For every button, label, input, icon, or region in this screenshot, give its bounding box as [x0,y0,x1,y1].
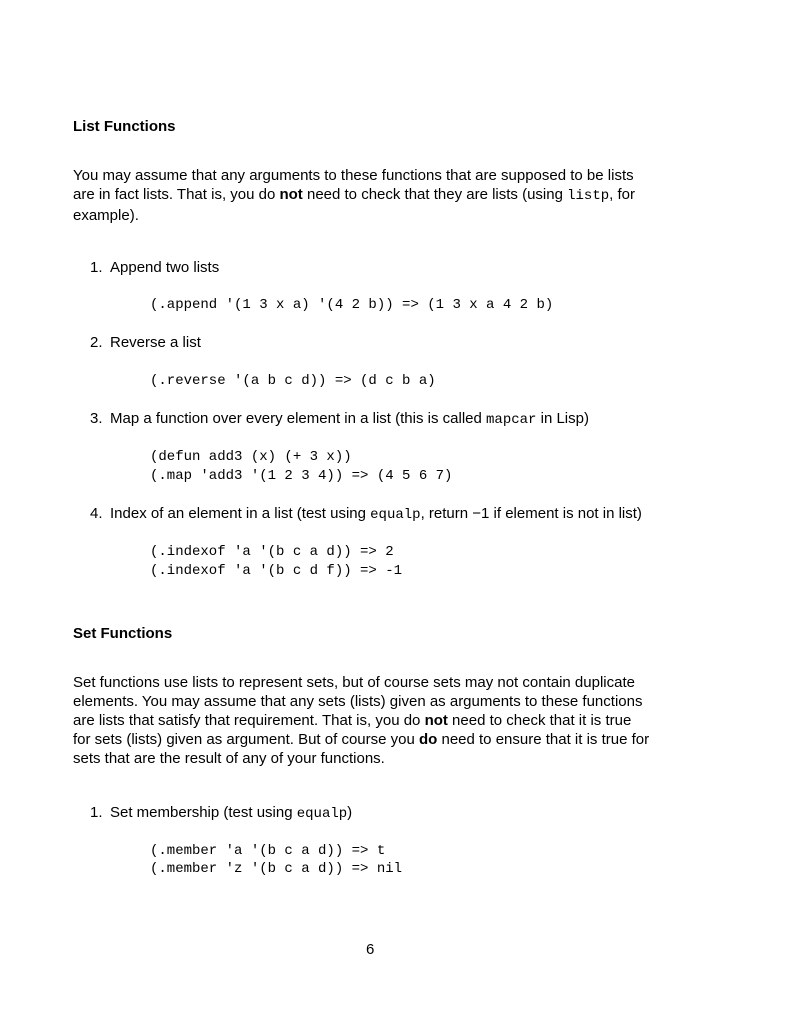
item-title: Set membership (test using [110,804,297,821]
list-item-indexof [90,504,642,525]
item-title: , return [420,505,473,522]
page-number: 6 [366,941,375,958]
emphasis-not: not [424,712,448,729]
list-intro-text: , for [609,186,635,203]
inline-code-equalp: equalp [296,806,348,822]
item-number: 1. [90,259,103,276]
set-item-member [90,803,352,824]
set-intro-line-3 [73,711,673,730]
list-intro-paragraph [73,166,673,225]
list-item-append [90,258,219,277]
item-title: in Lisp) [536,410,589,427]
set-intro-line-4 [73,730,673,749]
item-title: ) [347,804,353,821]
set-intro-text: for sets (lists) given as argument. But of course you [73,731,419,748]
item-title: Map a function over every element in a list (this is called [110,410,487,427]
list-functions-heading: List Functions [73,118,176,135]
set-intro-line-1: Set functions use lists to represent sets, but of course sets may not contain duplicate [73,674,635,691]
item-number: 2. [90,334,103,351]
list-intro-text: need to check that they are lists (using [302,186,568,203]
set-intro-paragraph [73,673,673,768]
inline-code-listp: listp [567,188,610,204]
set-intro-line-5: sets that are the result of any of your functions. [73,750,385,767]
code-indexof-line-2: (.indexof 'a '(b c d f)) => -1 [150,563,403,579]
set-intro-text: need to check that it is true [447,712,632,729]
code-map-line-1: (defun add3 (x) (+ 3 x)) [150,449,352,465]
item-number: 4. [90,505,103,522]
set-intro-line-2: elements. You may assume that any sets (lists) given as arguments to these functions [73,693,643,710]
item-number: 1. [90,804,103,821]
inline-code-equalp: equalp [370,507,421,523]
item-title: if element is not in list) [489,505,642,522]
code-member-line-1: (.member 'a '(b c a d)) => t [150,843,386,859]
item-title: Reverse a list [110,334,201,351]
code-reverse: (.reverse '(a b c d)) => (d c b a) [150,373,436,389]
set-intro-text: need to ensure that it is true for [437,731,650,748]
item-title: Index of an element in a list (test using [110,505,371,522]
code-append: (.append '(1 3 x a) '(4 2 b)) => (1 3 x a 4 2 b) [150,297,554,313]
set-functions-heading: Set Functions [73,625,173,642]
list-item-map [90,409,589,430]
list-intro-line-3: example). [73,207,139,224]
list-intro-line-2 [73,185,673,206]
code-member-line-2: (.member 'z '(b c a d)) => nil [150,861,403,877]
item-number: 3. [90,410,103,427]
list-intro-line-1: You may assume that any arguments to these functions that are supposed to be lists [73,167,634,184]
code-map-line-2: (.map 'add3 '(1 2 3 4)) => (4 5 6 7) [150,468,453,484]
code-indexof-line-1: (.indexof 'a '(b c a d)) => 2 [150,544,394,560]
list-item-reverse [90,333,201,352]
list-intro-text: are in fact lists. That is, you do [73,186,280,203]
emphasis-do: do [418,731,438,748]
set-intro-text: are lists that satisfy that requirement. That is, you do [73,712,425,729]
math-minus-one: −1 [472,505,490,522]
item-title: Append two lists [110,259,220,276]
inline-code-mapcar: mapcar [486,412,537,428]
emphasis-not: not [279,186,303,203]
